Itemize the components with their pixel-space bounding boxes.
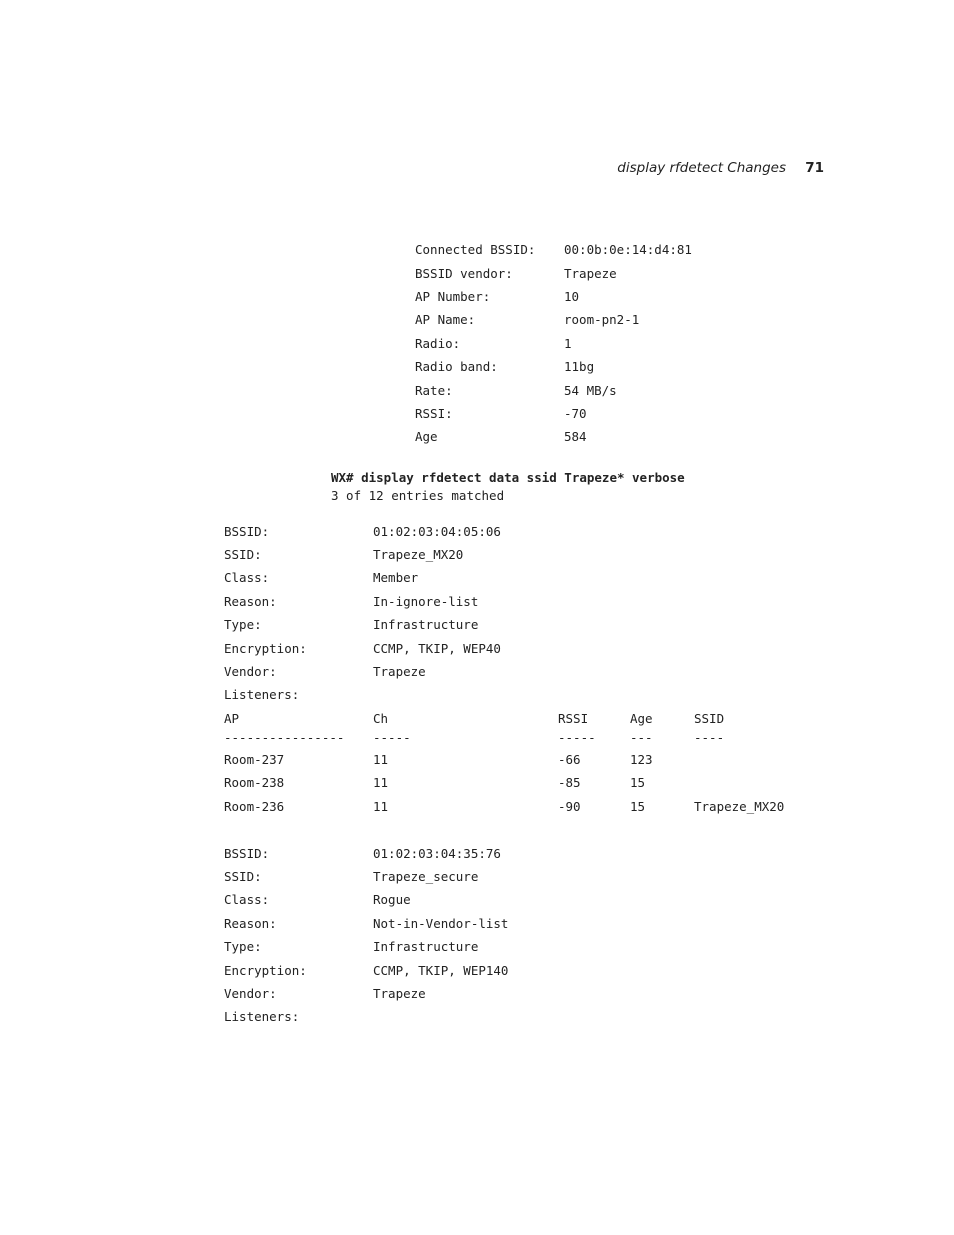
field-label: Age xyxy=(415,429,438,444)
cell-rssi: -66 xyxy=(558,752,581,767)
field-row xyxy=(415,357,735,377)
field-value: 01:02:03:04:05:06 xyxy=(373,524,501,539)
field-label: SSID: xyxy=(224,869,262,884)
field-value: 01:02:03:04:35:76 xyxy=(373,846,501,861)
cell-age: 123 xyxy=(630,752,653,767)
field-row xyxy=(415,287,735,307)
command-result: 3 of 12 entries matched xyxy=(331,488,505,503)
field-label: Reason: xyxy=(224,594,277,609)
cell-ap: Room-238 xyxy=(224,775,285,790)
field-row xyxy=(415,310,735,330)
field-value: Trapeze_MX20 xyxy=(373,547,464,562)
cell-ch: 11 xyxy=(373,775,389,790)
cell-age: 15 xyxy=(630,799,646,814)
field-value: 54 MB/s xyxy=(564,383,617,398)
field-row xyxy=(415,381,735,401)
field-label: Encryption: xyxy=(224,963,307,978)
cell-ap: Room-237 xyxy=(224,752,285,767)
field-value: 00:0b:0e:14:d4:81 xyxy=(564,242,692,257)
divider-rssi: ----- xyxy=(558,730,596,745)
field-label: BSSID: xyxy=(224,846,270,861)
page-header xyxy=(0,160,824,180)
field-label: RSSI: xyxy=(415,406,453,421)
field-row xyxy=(224,662,624,682)
cell-ch: 11 xyxy=(373,799,389,814)
field-label: Encryption: xyxy=(224,641,307,656)
listeners-label: Listeners: xyxy=(224,687,300,702)
field-value: 11bg xyxy=(564,359,595,374)
cell-ch: 11 xyxy=(373,752,389,767)
cell-rssi: -90 xyxy=(558,799,581,814)
cell-ap: Room-236 xyxy=(224,799,285,814)
column-header-ap: AP xyxy=(224,711,240,726)
field-label: Vendor: xyxy=(224,986,277,1001)
field-row xyxy=(224,545,624,565)
field-label: Rate: xyxy=(415,383,453,398)
field-row xyxy=(224,914,624,934)
field-value: Trapeze xyxy=(373,986,426,1001)
field-label: SSID: xyxy=(224,547,262,562)
field-value: 1 xyxy=(564,336,572,351)
divider-age: --- xyxy=(630,730,653,745)
field-row xyxy=(415,427,735,447)
field-row xyxy=(224,615,624,635)
column-header-ssid: SSID xyxy=(694,711,725,726)
field-value: Trapeze xyxy=(564,266,617,281)
field-value: Not-in-Vendor-list xyxy=(373,916,509,931)
field-value: 584 xyxy=(564,429,587,444)
page-number: 71 xyxy=(805,160,824,176)
field-value: -70 xyxy=(564,406,587,421)
field-row xyxy=(224,984,624,1004)
field-value: room-pn2-1 xyxy=(564,312,640,327)
field-label: Connected BSSID: xyxy=(415,242,536,257)
column-header-rssi: RSSI xyxy=(558,711,589,726)
field-label: AP Number: xyxy=(415,289,491,304)
field-label: Type: xyxy=(224,939,262,954)
field-label: Vendor: xyxy=(224,664,277,679)
listeners-label: Listeners: xyxy=(224,1009,300,1024)
table-header xyxy=(224,709,824,729)
field-row xyxy=(415,264,735,284)
divider-ap: ---------------- xyxy=(224,730,345,745)
column-header-age: Age xyxy=(630,711,653,726)
divider-ssid: ---- xyxy=(694,730,725,745)
field-label: AP Name: xyxy=(415,312,476,327)
cell-age: 15 xyxy=(630,775,646,790)
field-value: In-ignore-list xyxy=(373,594,479,609)
column-header-ch: Ch xyxy=(373,711,389,726)
field-label: Class: xyxy=(224,892,270,907)
field-row xyxy=(224,890,624,910)
field-row xyxy=(224,568,624,588)
field-row xyxy=(224,639,624,659)
field-value: CCMP, TKIP, WEP140 xyxy=(373,963,509,978)
field-value: Member xyxy=(373,570,419,585)
field-row xyxy=(415,240,735,260)
table-row xyxy=(224,797,824,817)
field-value: Infrastructure xyxy=(373,939,479,954)
field-value: CCMP, TKIP, WEP40 xyxy=(373,641,501,656)
field-value: Infrastructure xyxy=(373,617,479,632)
running-title: display rfdetect Changes xyxy=(617,160,786,176)
field-row xyxy=(224,522,624,542)
field-row xyxy=(415,334,735,354)
field-value: Rogue xyxy=(373,892,411,907)
field-value: 10 xyxy=(564,289,580,304)
field-value: Trapeze_secure xyxy=(373,869,479,884)
table-row xyxy=(224,750,824,770)
field-label: Type: xyxy=(224,617,262,632)
field-row xyxy=(224,961,624,981)
field-value: Trapeze xyxy=(373,664,426,679)
table-divider xyxy=(224,728,824,748)
command-line: WX# display rfdetect data ssid Trapeze* verbose xyxy=(331,470,685,485)
table-row xyxy=(224,773,824,793)
field-row xyxy=(224,867,624,887)
field-label: Reason: xyxy=(224,916,277,931)
field-label: Radio: xyxy=(415,336,461,351)
field-row xyxy=(224,592,624,612)
cell-ssid: Trapeze_MX20 xyxy=(694,799,785,814)
cell-rssi: -85 xyxy=(558,775,581,790)
field-label: BSSID vendor: xyxy=(415,266,513,281)
field-label: Radio band: xyxy=(415,359,498,374)
field-row xyxy=(224,844,624,864)
field-row xyxy=(224,937,624,957)
field-label: BSSID: xyxy=(224,524,270,539)
divider-ch: ----- xyxy=(373,730,411,745)
field-label: Class: xyxy=(224,570,270,585)
field-row xyxy=(415,404,735,424)
